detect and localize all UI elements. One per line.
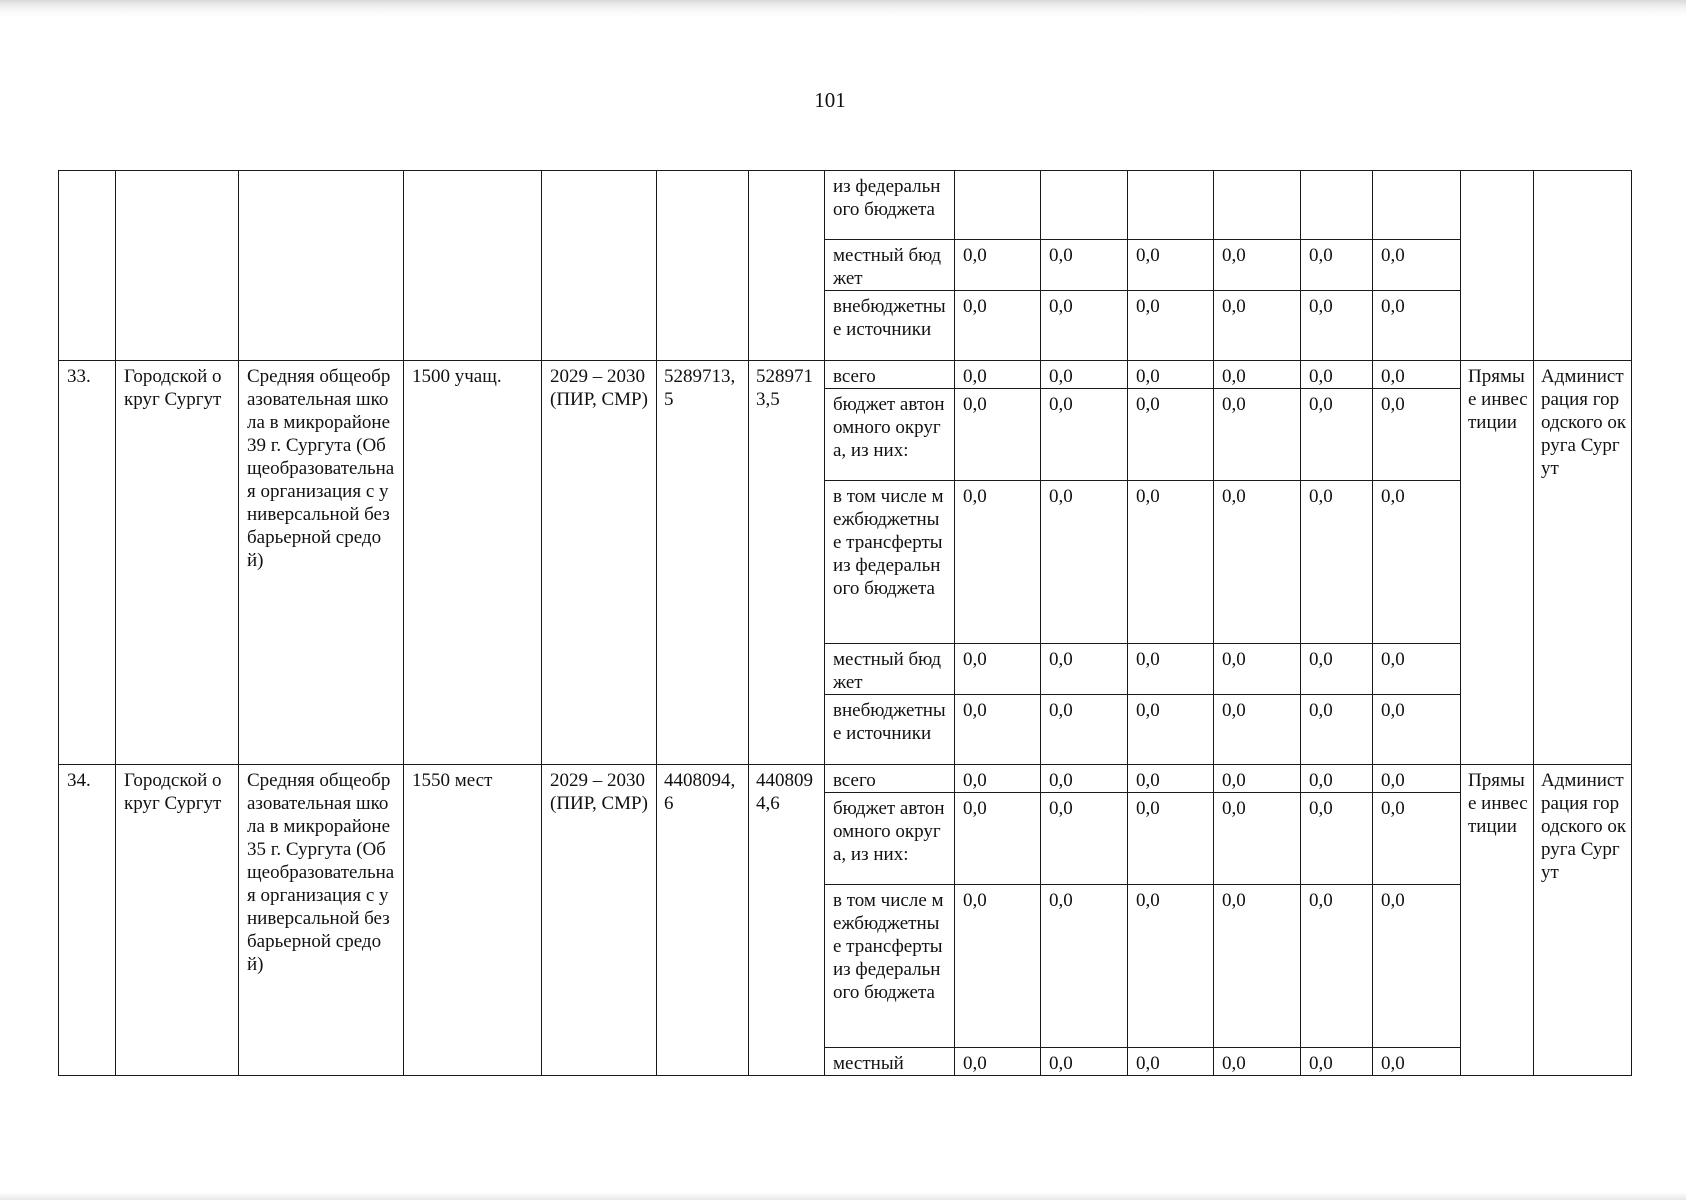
funding-value: 0,0 (1373, 1048, 1461, 1076)
cost-total-cell: 5289713,5 (657, 361, 749, 765)
funding-value: 0,0 (1373, 240, 1461, 291)
investment-table (58, 170, 1632, 1076)
municipality-cell: Городской округ Сургут (116, 361, 239, 765)
funding-value: 0,0 (1214, 291, 1301, 361)
funding-value: 0,0 (1128, 361, 1214, 389)
funding-value: 0,0 (1041, 885, 1128, 1048)
funding-value: 0,0 (1041, 793, 1128, 885)
table-row (59, 171, 1632, 240)
funding-value: 0,0 (955, 361, 1041, 389)
funding-source-label: внебюджетные источники (825, 291, 955, 361)
funding-value: 0,0 (955, 765, 1041, 793)
funding-source-label: внебюджетные источники (825, 695, 955, 765)
funding-value: 0,0 (1301, 481, 1373, 644)
funding-value: 0,0 (1041, 361, 1128, 389)
funding-value: 0,0 (1128, 793, 1214, 885)
funding-value: 0,0 (1128, 291, 1214, 361)
funding-value: 0,0 (1214, 695, 1301, 765)
funding-value: 0,0 (1214, 644, 1301, 695)
funding-value: 0,0 (1373, 885, 1461, 1048)
responsible-cell: Администрация городского округа Сургут (1534, 765, 1632, 1076)
funding-value: 0,0 (955, 695, 1041, 765)
investment-form-cell: Прямые инвестиции (1461, 361, 1534, 765)
funding-value (1214, 171, 1301, 240)
period-cell (542, 171, 657, 361)
funding-value: 0,0 (1301, 240, 1373, 291)
responsible-cell (1534, 171, 1632, 361)
period-cell: 2029 – 2030 (ПИР, СМР) (542, 765, 657, 1076)
funding-value: 0,0 (1214, 1048, 1301, 1076)
funding-value: 0,0 (1214, 240, 1301, 291)
funding-value: 0,0 (955, 481, 1041, 644)
funding-source-label: всего (825, 361, 955, 389)
object-name-cell: Средняя общеобразовательная школа в микрорайоне 35 г. Сургута (Общеобразовательная организация с универсальной безбарьерной средой) (239, 765, 404, 1076)
page-number: 101 (814, 88, 846, 112)
funding-value: 0,0 (955, 1048, 1041, 1076)
funding-value (1301, 171, 1373, 240)
funding-value: 0,0 (1301, 793, 1373, 885)
funding-source-label: из федерального бюджета (825, 171, 955, 240)
funding-value: 0,0 (1301, 644, 1373, 695)
funding-value: 0,0 (1041, 644, 1128, 695)
funding-value: 0,0 (1301, 1048, 1373, 1076)
funding-value: 0,0 (1214, 765, 1301, 793)
funding-value: 0,0 (955, 240, 1041, 291)
cost-remaining-cell: 4408094,6 (749, 765, 825, 1076)
investment-form-cell (1461, 171, 1534, 361)
funding-value: 0,0 (1214, 885, 1301, 1048)
responsible-cell: Администрация городского округа Сургут (1534, 361, 1632, 765)
object-name-cell: Средняя общеобразовательная школа в микрорайоне 39 г. Сургута (Общеобразовательная организация с универсальной безбарьерной средой) (239, 361, 404, 765)
number-cell: 34. (59, 765, 116, 1076)
funding-value: 0,0 (1041, 291, 1128, 361)
municipality-cell: Городской округ Сургут (116, 765, 239, 1076)
funding-value: 0,0 (1041, 389, 1128, 481)
funding-source-label: местный бюджет (825, 644, 955, 695)
cost-total-cell (657, 171, 749, 361)
funding-value: 0,0 (1301, 765, 1373, 793)
funding-value (1373, 171, 1461, 240)
funding-value: 0,0 (1301, 291, 1373, 361)
scan-edge-bottom (0, 1192, 1686, 1200)
funding-value: 0,0 (955, 389, 1041, 481)
table-row (59, 765, 1632, 793)
funding-value: 0,0 (1373, 765, 1461, 793)
funding-value: 0,0 (1128, 765, 1214, 793)
funding-value: 0,0 (955, 793, 1041, 885)
funding-source-label: всего (825, 765, 955, 793)
cost-remaining-cell: 5289713,5 (749, 361, 825, 765)
funding-value (955, 171, 1041, 240)
funding-value: 0,0 (1373, 793, 1461, 885)
funding-source-label: в том числе межбюджетные трансферты из федерального бюджета (825, 481, 955, 644)
period-cell: 2029 – 2030 (ПИР, СМР) (542, 361, 657, 765)
funding-value: 0,0 (1214, 361, 1301, 389)
funding-value: 0,0 (1128, 240, 1214, 291)
funding-value: 0,0 (1128, 644, 1214, 695)
funding-value: 0,0 (955, 644, 1041, 695)
funding-value: 0,0 (1373, 695, 1461, 765)
funding-source-label: в том числе межбюджетные трансферты из федерального бюджета (825, 885, 955, 1048)
funding-value: 0,0 (1041, 481, 1128, 644)
municipality-cell (116, 171, 239, 361)
investment-form-cell: Прямые инвестиции (1461, 765, 1534, 1076)
cost-total-cell: 4408094,6 (657, 765, 749, 1076)
funding-value: 0,0 (1128, 389, 1214, 481)
funding-value: 0,0 (1301, 885, 1373, 1048)
funding-value: 0,0 (1373, 361, 1461, 389)
cost-remaining-cell (749, 171, 825, 361)
funding-source-label: местный (825, 1048, 955, 1076)
funding-value: 0,0 (1373, 644, 1461, 695)
funding-value: 0,0 (1041, 1048, 1128, 1076)
funding-value: 0,0 (1128, 695, 1214, 765)
funding-value (1128, 171, 1214, 240)
capacity-cell: 1500 учащ. (404, 361, 542, 765)
funding-source-label: бюджет автономного округа, из них: (825, 389, 955, 481)
funding-value: 0,0 (955, 885, 1041, 1048)
table-row (59, 361, 1632, 389)
funding-value: 0,0 (1041, 765, 1128, 793)
funding-value: 0,0 (1041, 240, 1128, 291)
funding-value: 0,0 (1301, 389, 1373, 481)
funding-value: 0,0 (1214, 389, 1301, 481)
funding-value: 0,0 (1214, 481, 1301, 644)
scan-edge-top (0, 0, 1686, 18)
funding-value: 0,0 (1128, 1048, 1214, 1076)
capacity-cell: 1550 мест (404, 765, 542, 1076)
funding-value: 0,0 (1128, 885, 1214, 1048)
funding-value: 0,0 (955, 291, 1041, 361)
capacity-cell (404, 171, 542, 361)
funding-value: 0,0 (1373, 291, 1461, 361)
funding-value: 0,0 (1214, 793, 1301, 885)
number-cell: 33. (59, 361, 116, 765)
object-name-cell (239, 171, 404, 361)
funding-value: 0,0 (1128, 481, 1214, 644)
funding-source-label: бюджет автономного округа, из них: (825, 793, 955, 885)
funding-value (1041, 171, 1128, 240)
funding-value: 0,0 (1041, 695, 1128, 765)
funding-value: 0,0 (1301, 695, 1373, 765)
funding-source-label: местный бюджет (825, 240, 955, 291)
number-cell (59, 171, 116, 361)
funding-value: 0,0 (1301, 361, 1373, 389)
funding-value: 0,0 (1373, 389, 1461, 481)
funding-value: 0,0 (1373, 481, 1461, 644)
